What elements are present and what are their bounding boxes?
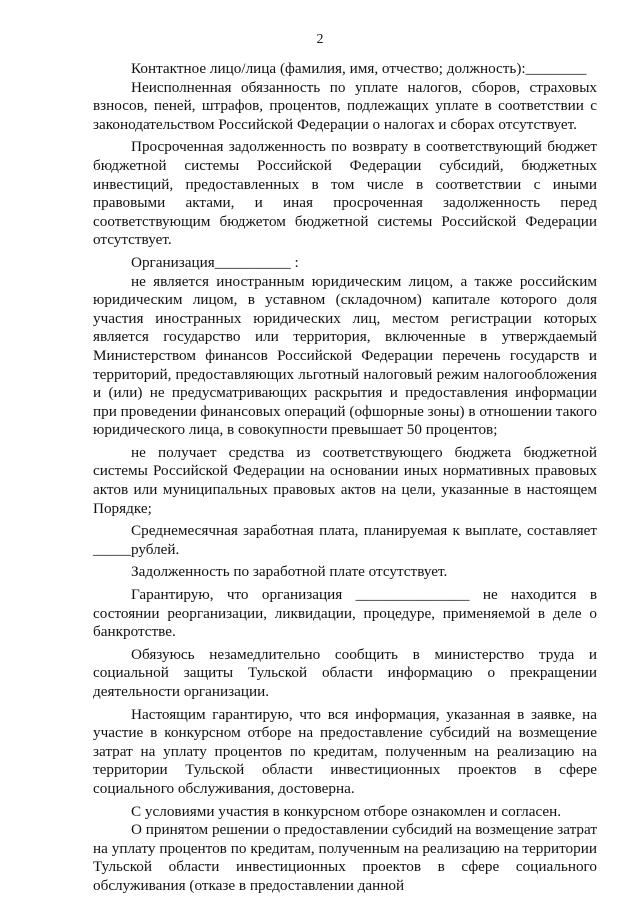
information-accuracy-paragraph: Настоящим гарантирую, что вся информация, указанная в заявке, на участие в конкурсном отборе на предоставление субсидий на возмещение затрат на уплату процентов по кредитам, полученным на реализацию на территории Тульской области инвестиционных проектов в сфере социального обслуживания, достоверна.	[93, 705, 597, 797]
contact-person-paragraph: Контактное лицо/лица (фамилия, имя, отчество; должность):________	[131, 60, 587, 77]
average-salary-paragraph: Среднемесячная заработная плата, планируемая к выплате, составляет _____рублей.	[93, 522, 597, 558]
notify-ministry-paragraph: Обязуюсь незамедлительно сообщить в министерство труда и социальной защиты Тульской области информацию о прекращении деятельности организации.	[93, 645, 597, 700]
no-reorganization-paragraph: Гарантирую, что организация _______________ не находится в состоянии реорганизации, ликвидации, процедуре, применяемой в деле о банкротстве.	[93, 586, 597, 641]
decision-notification-paragraph: О принятом решении о предоставлении субсидий на возмещение затрат на уплату процентов по кредитам, полученным на реализацию на территории Тульской области инвестиционных проектов в сфере социального обслуживания (отказе в предоставлении данной	[93, 821, 597, 894]
page-number: 2	[316, 32, 324, 47]
conditions-agreed-paragraph: С условиями участия в конкурсном отборе ознакомлен и согласен.	[131, 802, 562, 820]
tax-obligation-paragraph: Неисполненная обязанность по уплате налогов, сборов, страховых взносов, пеней, штрафов, процентов, подлежащих уплате в соответствии с законодательством Российской Федерации о налогах и сборах отсутствует.	[93, 78, 597, 133]
not-foreign-entity-paragraph: не является иностранным юридическим лицом, а также российским юридическим лицом, в уставном (складочном) капитале которого доля участия иностранных юридических лиц, местом регистрации которых является государство или территория, включенные в утверждаемый Министерством финансов Российской Федерации перечень государств и территорий, предоставляющих льготный налоговый режим налогообложения и (или) не предусматривающих раскрытия и предоставления информации при проведении финансовых операций (офшорные зоны) в отношении такого юридического лица, в совокупности превышает 50 процентов;	[93, 272, 597, 439]
document-body	[93, 60, 597, 900]
organization-paragraph: Организация__________ :	[131, 253, 299, 271]
not-receiving-funds-paragraph: не получает средства из соответствующего бюджета бюджетной системы Российской Федерации на основании иных нормативных правовых актов или муниципальных правовых актов на цели, указанные в настоящем Порядке;	[93, 443, 597, 517]
overdue-debt-paragraph: Просроченная задолженность по возврату в соответствующий бюджет бюджетной системы Российской Федерации субсидий, бюджетных инвестиций, предоставленных в том числе в соответствии с иными правовыми актами, и иная просроченная задолженность перед соответствующим бюджетом бюджетной системы Российской Федерации отсутствует.	[93, 138, 597, 249]
no-salary-debt-paragraph: Задолженность по заработной плате отсутствует.	[131, 563, 448, 581]
